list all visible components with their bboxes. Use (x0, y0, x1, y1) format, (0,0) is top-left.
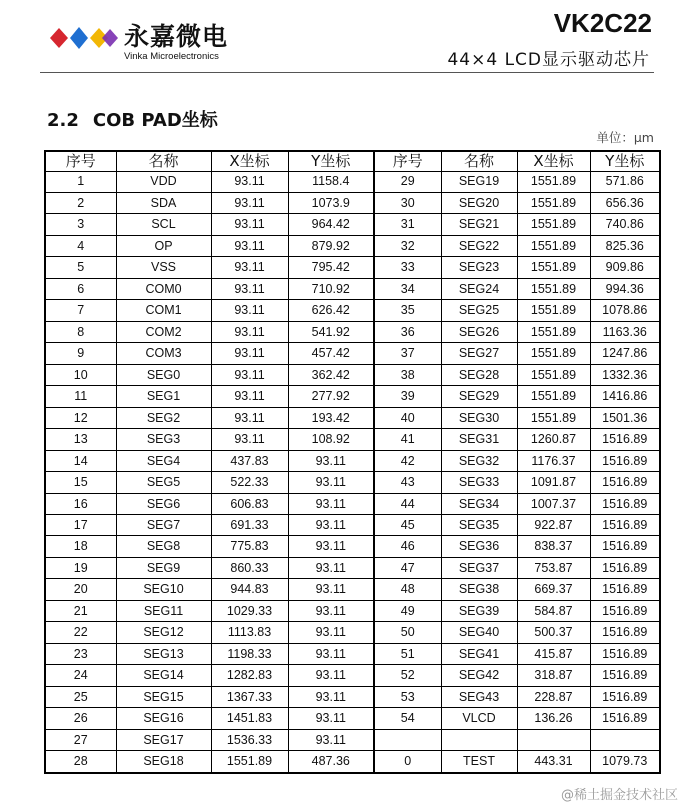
watermark: @稀土掘金技术社区 (560, 788, 678, 803)
cell-x: 93.11 (211, 171, 288, 192)
cell-x: 437.83 (211, 450, 288, 471)
table-row (45, 751, 660, 773)
cell-name: SEG0 (116, 364, 211, 385)
cell-x: 415.87 (517, 643, 590, 664)
cell-x: 1551.89 (517, 407, 590, 428)
cell-y: 1516.89 (590, 557, 660, 578)
table-row (45, 278, 660, 299)
table-row (45, 321, 660, 342)
cell-name: TEST (441, 751, 517, 773)
cell-index: 32 (374, 235, 441, 256)
cell-y: 740.86 (590, 214, 660, 235)
cell-index: 33 (374, 257, 441, 278)
cell-y: 93.11 (288, 665, 374, 686)
cell-y: 1516.89 (590, 579, 660, 600)
cell-x: 318.87 (517, 665, 590, 686)
column-header-name: 名称 (116, 151, 211, 171)
cell-name: SEG37 (441, 557, 517, 578)
cell-index: 14 (45, 450, 116, 471)
cell-x: 93.11 (211, 343, 288, 364)
cell-index: 35 (374, 300, 441, 321)
cell-y: 1332.36 (590, 364, 660, 385)
table-row (45, 643, 660, 664)
cell-y: 487.36 (288, 751, 374, 773)
cell-y: 1516.89 (590, 536, 660, 557)
table-row (45, 235, 660, 256)
cell-x: 522.33 (211, 472, 288, 493)
cell-name: SEG12 (116, 622, 211, 643)
cell-name: SEG42 (441, 665, 517, 686)
cell-index: 34 (374, 278, 441, 299)
cell-x: 93.11 (211, 278, 288, 299)
cell-x: 93.11 (211, 386, 288, 407)
cell-x: 1551.89 (517, 386, 590, 407)
cell-y: 93.11 (288, 557, 374, 578)
cell-index: 12 (45, 407, 116, 428)
cell-name: SDA (116, 192, 211, 213)
cell-index: 6 (45, 278, 116, 299)
table-row (45, 600, 660, 621)
cell-y: 710.92 (288, 278, 374, 299)
table-row (45, 729, 660, 750)
vinka-logo-icon (40, 19, 120, 57)
cell-x: 1551.89 (517, 321, 590, 342)
cell-y: 93.11 (288, 686, 374, 707)
cell-name: SEG29 (441, 386, 517, 407)
cell-x: 1551.89 (517, 364, 590, 385)
cell-x: 93.11 (211, 321, 288, 342)
cell-y: 994.36 (590, 278, 660, 299)
cell-name: SEG27 (441, 343, 517, 364)
cell-y: 1516.89 (590, 429, 660, 450)
cell-name: SEG4 (116, 450, 211, 471)
cell-index: 31 (374, 214, 441, 235)
cell-name: SEG34 (441, 493, 517, 514)
cell-y: 795.42 (288, 257, 374, 278)
cell-x: 922.87 (517, 515, 590, 536)
cell-index: 26 (45, 708, 116, 729)
cell-x: 1007.37 (517, 493, 590, 514)
table-row (45, 386, 660, 407)
cell-index: 1 (45, 171, 116, 192)
table-row (45, 450, 660, 471)
table-row (45, 429, 660, 450)
chip-model-title: VK2C22 (553, 8, 652, 38)
cell-index: 17 (45, 515, 116, 536)
cell-name: SEG11 (116, 600, 211, 621)
cell-index: 13 (45, 429, 116, 450)
cell-index: 8 (45, 321, 116, 342)
cell-name: SEG36 (441, 536, 517, 557)
cell-name: SEG23 (441, 257, 517, 278)
cell-x: 1176.37 (517, 450, 590, 471)
cell-name: SEG35 (441, 515, 517, 536)
cell-index: 47 (374, 557, 441, 578)
cell-y: 571.86 (590, 171, 660, 192)
cell-index: 45 (374, 515, 441, 536)
cell-index: 50 (374, 622, 441, 643)
cell-index: 44 (374, 493, 441, 514)
company-name-en: Vinka Microelectronics (124, 51, 219, 62)
cell-y: 93.11 (288, 643, 374, 664)
unit-label: 单位：μm (596, 130, 654, 145)
chip-description: 44×4 LCD显示驱动芯片 (447, 50, 650, 70)
table-row (45, 472, 660, 493)
cell-y: 93.11 (288, 515, 374, 536)
cell-y: 1416.86 (590, 386, 660, 407)
cell-x: 93.11 (211, 364, 288, 385)
cell-y: 656.36 (590, 192, 660, 213)
cell-x: 1029.33 (211, 600, 288, 621)
cell-y: 1516.89 (590, 493, 660, 514)
cell-index: 48 (374, 579, 441, 600)
cell-index: 21 (45, 600, 116, 621)
cell-y: 1247.86 (590, 343, 660, 364)
cell-index: 30 (374, 192, 441, 213)
table-row (45, 622, 660, 643)
column-header-index: 序号 (374, 151, 441, 171)
cell-name: COM0 (116, 278, 211, 299)
cell-y: 1516.89 (590, 643, 660, 664)
cell-x: 584.87 (517, 600, 590, 621)
table-row (45, 686, 660, 707)
cell-x: 1367.33 (211, 686, 288, 707)
table-row (45, 343, 660, 364)
cell-y: 1078.86 (590, 300, 660, 321)
cell-index: 51 (374, 643, 441, 664)
cell-name: SEG25 (441, 300, 517, 321)
cell-index: 3 (45, 214, 116, 235)
cell-x: 1536.33 (211, 729, 288, 750)
column-header-index: 序号 (45, 151, 116, 171)
cell-y: 1516.89 (590, 515, 660, 536)
cell-name: SEG21 (441, 214, 517, 235)
cell-x: 1551.89 (517, 235, 590, 256)
cell-index: 25 (45, 686, 116, 707)
cell-name: SEG7 (116, 515, 211, 536)
cell-x: 1198.33 (211, 643, 288, 664)
cell-name: SEG20 (441, 192, 517, 213)
table-row (45, 536, 660, 557)
column-header-x: X坐标 (517, 151, 590, 171)
table-row (45, 364, 660, 385)
cell-x (517, 729, 590, 750)
cell-x: 93.11 (211, 257, 288, 278)
cell-y: 362.42 (288, 364, 374, 385)
cell-x: 1551.89 (517, 278, 590, 299)
cell-y: 1516.89 (590, 686, 660, 707)
cell-index: 40 (374, 407, 441, 428)
cell-y: 93.11 (288, 450, 374, 471)
cell-name: SEG8 (116, 536, 211, 557)
cell-y: 108.92 (288, 429, 374, 450)
cell-x: 1113.83 (211, 622, 288, 643)
cell-index: 19 (45, 557, 116, 578)
cell-x: 838.37 (517, 536, 590, 557)
cell-x: 1551.89 (517, 171, 590, 192)
table-row (45, 257, 660, 278)
cell-x: 228.87 (517, 686, 590, 707)
cell-y: 541.92 (288, 321, 374, 342)
table-row (45, 192, 660, 213)
table-body (45, 171, 660, 773)
cell-x: 1551.89 (517, 257, 590, 278)
cell-index: 41 (374, 429, 441, 450)
cell-x: 669.37 (517, 579, 590, 600)
cell-name: SEG41 (441, 643, 517, 664)
cell-x: 1091.87 (517, 472, 590, 493)
cell-index (374, 729, 441, 750)
cell-name: SEG14 (116, 665, 211, 686)
cell-name: SEG43 (441, 686, 517, 707)
cell-x: 93.11 (211, 407, 288, 428)
cell-x: 93.11 (211, 235, 288, 256)
cell-x: 1282.83 (211, 665, 288, 686)
cell-index: 28 (45, 751, 116, 773)
cell-y: 1516.89 (590, 665, 660, 686)
cell-name: SEG39 (441, 600, 517, 621)
cell-name: SEG28 (441, 364, 517, 385)
cell-x: 1551.89 (517, 343, 590, 364)
cell-index: 53 (374, 686, 441, 707)
cell-x: 775.83 (211, 536, 288, 557)
cell-x: 606.83 (211, 493, 288, 514)
cell-index: 15 (45, 472, 116, 493)
cell-y: 1516.89 (590, 622, 660, 643)
cell-index: 43 (374, 472, 441, 493)
cell-x: 93.11 (211, 429, 288, 450)
cell-y: 1516.89 (590, 472, 660, 493)
cell-y: 1516.89 (590, 708, 660, 729)
cell-name: SCL (116, 214, 211, 235)
cell-name: SEG3 (116, 429, 211, 450)
cell-name: SEG26 (441, 321, 517, 342)
table-row (45, 515, 660, 536)
table-row (45, 171, 660, 192)
table-row (45, 214, 660, 235)
cell-index: 11 (45, 386, 116, 407)
cell-name: SEG40 (441, 622, 517, 643)
cell-y: 1079.73 (590, 751, 660, 773)
cell-index: 0 (374, 751, 441, 773)
table-row (45, 493, 660, 514)
cell-index: 54 (374, 708, 441, 729)
column-header-y: Y坐标 (288, 151, 374, 171)
cell-x: 1551.89 (211, 751, 288, 773)
cell-y: 93.11 (288, 600, 374, 621)
cell-y: 1516.89 (590, 450, 660, 471)
table-row (45, 557, 660, 578)
table-row (45, 708, 660, 729)
cell-index: 20 (45, 579, 116, 600)
cell-name: SEG22 (441, 235, 517, 256)
cell-name: COM2 (116, 321, 211, 342)
cell-y: 1158.4 (288, 171, 374, 192)
section-title: COB PAD坐标 (92, 110, 218, 131)
cell-y: 457.42 (288, 343, 374, 364)
cell-y: 93.11 (288, 579, 374, 600)
cell-x: 136.26 (517, 708, 590, 729)
cell-index: 5 (45, 257, 116, 278)
cell-index: 7 (45, 300, 116, 321)
cell-name: VLCD (441, 708, 517, 729)
cell-index: 39 (374, 386, 441, 407)
cell-y: 1516.89 (590, 600, 660, 621)
column-header-name: 名称 (441, 151, 517, 171)
cell-index: 29 (374, 171, 441, 192)
cell-index: 22 (45, 622, 116, 643)
cell-index: 37 (374, 343, 441, 364)
cell-name: VSS (116, 257, 211, 278)
cell-y: 93.11 (288, 622, 374, 643)
cell-name: VDD (116, 171, 211, 192)
cell-y: 93.11 (288, 536, 374, 557)
cell-name: OP (116, 235, 211, 256)
cell-name: COM3 (116, 343, 211, 364)
header-divider (40, 72, 654, 73)
column-header-x: X坐标 (211, 151, 288, 171)
table-row (45, 579, 660, 600)
pad-coordinate-table (44, 150, 661, 774)
cell-x: 93.11 (211, 300, 288, 321)
cell-y: 1163.36 (590, 321, 660, 342)
cell-x: 1551.89 (517, 300, 590, 321)
table-row (45, 407, 660, 428)
cell-index: 42 (374, 450, 441, 471)
cell-name: SEG16 (116, 708, 211, 729)
cell-name: SEG9 (116, 557, 211, 578)
cell-name: SEG10 (116, 579, 211, 600)
column-header-y: Y坐标 (590, 151, 660, 171)
cell-x: 443.31 (517, 751, 590, 773)
cell-x: 500.37 (517, 622, 590, 643)
cell-name: SEG18 (116, 751, 211, 773)
section-number: 2.2 (47, 110, 79, 131)
cell-name: SEG33 (441, 472, 517, 493)
table-row (45, 300, 660, 321)
cell-name: COM1 (116, 300, 211, 321)
cell-y: 626.42 (288, 300, 374, 321)
cell-index: 36 (374, 321, 441, 342)
section-heading (47, 106, 218, 132)
cell-y (590, 729, 660, 750)
cell-x: 93.11 (211, 214, 288, 235)
cell-name: SEG30 (441, 407, 517, 428)
cell-y: 964.42 (288, 214, 374, 235)
cell-index: 4 (45, 235, 116, 256)
company-name-cn: 永嘉微电 (124, 22, 229, 51)
cell-x: 93.11 (211, 192, 288, 213)
cell-y: 277.92 (288, 386, 374, 407)
cell-name: SEG17 (116, 729, 211, 750)
cell-index: 16 (45, 493, 116, 514)
cell-x: 860.33 (211, 557, 288, 578)
cell-index: 49 (374, 600, 441, 621)
cell-index: 27 (45, 729, 116, 750)
cell-x: 753.87 (517, 557, 590, 578)
cell-index: 9 (45, 343, 116, 364)
cell-index: 38 (374, 364, 441, 385)
table-header-row (45, 151, 660, 171)
cell-index: 10 (45, 364, 116, 385)
cell-y: 93.11 (288, 729, 374, 750)
cell-index: 52 (374, 665, 441, 686)
cell-y: 1073.9 (288, 192, 374, 213)
cell-name (441, 729, 517, 750)
cell-y: 825.36 (590, 235, 660, 256)
cell-y: 193.42 (288, 407, 374, 428)
cell-x: 1260.87 (517, 429, 590, 450)
cell-x: 1551.89 (517, 214, 590, 235)
cell-index: 23 (45, 643, 116, 664)
cell-y: 93.11 (288, 708, 374, 729)
cell-index: 2 (45, 192, 116, 213)
cell-name: SEG1 (116, 386, 211, 407)
cell-name: SEG13 (116, 643, 211, 664)
cell-index: 24 (45, 665, 116, 686)
cell-name: SEG31 (441, 429, 517, 450)
cell-x: 691.33 (211, 515, 288, 536)
cell-x: 1451.83 (211, 708, 288, 729)
cell-y: 93.11 (288, 472, 374, 493)
cell-index: 18 (45, 536, 116, 557)
cell-name: SEG15 (116, 686, 211, 707)
cell-name: SEG24 (441, 278, 517, 299)
cell-index: 46 (374, 536, 441, 557)
cell-name: SEG19 (441, 171, 517, 192)
cell-y: 909.86 (590, 257, 660, 278)
cell-name: SEG5 (116, 472, 211, 493)
cell-name: SEG32 (441, 450, 517, 471)
cell-name: SEG6 (116, 493, 211, 514)
cell-y: 93.11 (288, 493, 374, 514)
cell-y: 1501.36 (590, 407, 660, 428)
table-row (45, 665, 660, 686)
cell-name: SEG38 (441, 579, 517, 600)
cell-y: 879.92 (288, 235, 374, 256)
cell-x: 944.83 (211, 579, 288, 600)
cell-name: SEG2 (116, 407, 211, 428)
cell-x: 1551.89 (517, 192, 590, 213)
